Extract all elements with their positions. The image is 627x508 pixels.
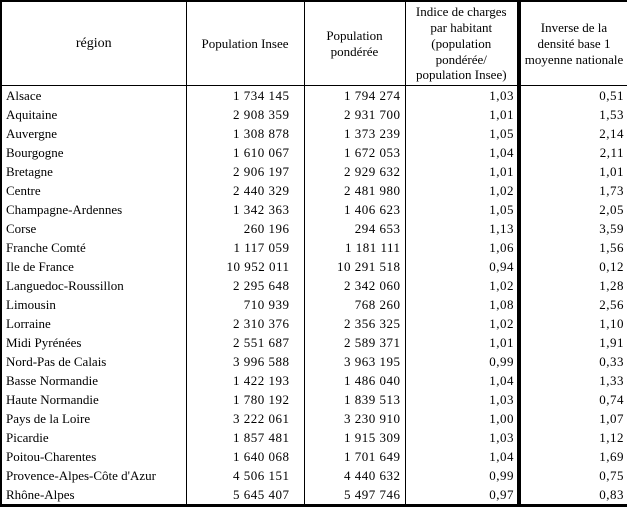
cell-population-insee: 1 308 878: [186, 124, 304, 143]
cell-region: Poitou-Charentes: [6, 449, 97, 465]
table-row: [1, 276, 627, 295]
cell-inverse-densite: 1,10: [519, 314, 627, 333]
cell-population-ponderee: 1 181 111: [304, 238, 405, 257]
cell-population-insee: 1 610 067: [186, 143, 304, 162]
cell-population-ponderee: 1 672 053: [304, 143, 405, 162]
cell-region: Languedoc-Roussillon: [6, 278, 124, 294]
table-row: [1, 105, 627, 124]
table-row: [1, 333, 627, 352]
table-row: [1, 314, 627, 333]
cell-population-insee: 2 440 329: [186, 181, 304, 200]
column-header-region: région: [1, 1, 186, 86]
cell-population-insee: 2 908 359: [186, 105, 304, 124]
cell-population-ponderee: 4 440 632: [304, 466, 405, 485]
column-header-population-insee: Population Insee: [186, 1, 304, 86]
cell-indice-charges: 1,01: [405, 333, 519, 352]
cell-population-ponderee: 1 373 239: [304, 124, 405, 143]
table-row: [1, 162, 627, 181]
cell-region: Auvergne: [6, 126, 58, 142]
cell-inverse-densite: 1,91: [519, 333, 627, 352]
cell-indice-charges: 1,04: [405, 143, 519, 162]
cell-population-insee: 2 906 197: [186, 162, 304, 181]
cell-population-ponderee: 294 653: [304, 219, 405, 238]
cell-inverse-densite: 2,56: [519, 295, 627, 314]
cell-region: Centre: [6, 183, 41, 199]
cell-region: Bourgogne: [6, 145, 64, 161]
cell-indice-charges: 1,05: [405, 124, 519, 143]
cell-population-ponderee: 2 589 371: [304, 333, 405, 352]
cell-indice-charges: 1,01: [405, 105, 519, 124]
cell-inverse-densite: 1,12: [519, 428, 627, 447]
cell-population-ponderee: 1 486 040: [304, 371, 405, 390]
cell-region: Franche Comté: [6, 240, 86, 256]
cell-inverse-densite: 1,07: [519, 409, 627, 428]
cell-population-ponderee: 10 291 518: [304, 257, 405, 276]
cell-inverse-densite: 1,53: [519, 105, 627, 124]
column-header-indice-charges: Indice de charges par habitant (population pondérée/ population Insee): [405, 1, 519, 86]
cell-indice-charges: 1,02: [405, 181, 519, 200]
cell-population-ponderee: 2 481 980: [304, 181, 405, 200]
table-row: [1, 257, 627, 276]
table-row: [1, 466, 627, 485]
cell-inverse-densite: 0,83: [519, 485, 627, 506]
cell-inverse-densite: 3,59: [519, 219, 627, 238]
table-row: [1, 86, 627, 106]
cell-region: Corse: [6, 221, 37, 237]
cell-indice-charges: 1,08: [405, 295, 519, 314]
table-row: [1, 200, 627, 219]
cell-population-ponderee: 1 406 623: [304, 200, 405, 219]
cell-population-ponderee: 1 701 649: [304, 447, 405, 466]
cell-region: Rhône-Alpes: [6, 487, 75, 503]
cell-population-insee: 3 996 588: [186, 352, 304, 371]
cell-indice-charges: 1,04: [405, 447, 519, 466]
cell-population-insee: 1 857 481: [186, 428, 304, 447]
cell-indice-charges: 1,04: [405, 371, 519, 390]
cell-inverse-densite: 0,33: [519, 352, 627, 371]
cell-population-insee: 1 342 363: [186, 200, 304, 219]
cell-population-insee: 710 939: [186, 295, 304, 314]
cell-indice-charges: 1,02: [405, 276, 519, 295]
cell-indice-charges: 0,99: [405, 352, 519, 371]
cell-region: Champagne-Ardennes: [6, 202, 123, 218]
cell-population-ponderee: 2 356 325: [304, 314, 405, 333]
cell-indice-charges: 1,05: [405, 200, 519, 219]
cell-inverse-densite: 0,75: [519, 466, 627, 485]
cell-population-insee: 4 506 151: [186, 466, 304, 485]
cell-indice-charges: 0,99: [405, 466, 519, 485]
table-row: [1, 409, 627, 428]
cell-region: Alsace: [6, 88, 42, 104]
cell-inverse-densite: 0,12: [519, 257, 627, 276]
cell-indice-charges: 0,94: [405, 257, 519, 276]
cell-population-ponderee: 3 230 910: [304, 409, 405, 428]
cell-population-ponderee: 2 929 632: [304, 162, 405, 181]
table-row: [1, 485, 627, 506]
cell-region: Midi Pyrénées: [6, 335, 82, 351]
cell-indice-charges: 0,97: [405, 485, 519, 506]
cell-region: Bretagne: [6, 164, 53, 180]
table-row: [1, 238, 627, 257]
cell-population-ponderee: 1 794 274: [304, 86, 405, 106]
cell-population-ponderee: 768 260: [304, 295, 405, 314]
cell-region: Provence-Alpes-Côte d'Azur: [6, 468, 156, 484]
table-row: [1, 181, 627, 200]
header-row: [1, 1, 627, 86]
cell-region: Limousin: [6, 297, 56, 313]
cell-population-ponderee: 3 963 195: [304, 352, 405, 371]
cell-region: Picardie: [6, 430, 49, 446]
cell-population-ponderee: 2 931 700: [304, 105, 405, 124]
column-header-population-ponderee: Population pondérée: [304, 1, 405, 86]
table-row: [1, 295, 627, 314]
cell-population-insee: 5 645 407: [186, 485, 304, 506]
cell-indice-charges: 1,03: [405, 390, 519, 409]
cell-population-insee: 2 310 376: [186, 314, 304, 333]
cell-population-insee: 260 196: [186, 219, 304, 238]
cell-inverse-densite: 2,05: [519, 200, 627, 219]
cell-inverse-densite: 1,01: [519, 162, 627, 181]
cell-indice-charges: 1,13: [405, 219, 519, 238]
cell-region: Haute Normandie: [6, 392, 99, 408]
table-row: [1, 124, 627, 143]
cell-region: Lorraine: [6, 316, 51, 332]
cell-region: Pays de la Loire: [6, 411, 91, 427]
cell-inverse-densite: 1,73: [519, 181, 627, 200]
cell-indice-charges: 1,03: [405, 428, 519, 447]
table-row: [1, 371, 627, 390]
table-row: [1, 143, 627, 162]
cell-indice-charges: 1,00: [405, 409, 519, 428]
cell-region: Basse Normandie: [6, 373, 99, 389]
table-row: [1, 219, 627, 238]
cell-population-insee: 1 422 193: [186, 371, 304, 390]
cell-population-ponderee: 1 839 513: [304, 390, 405, 409]
table-header: [1, 1, 627, 86]
table-row: [1, 390, 627, 409]
cell-population-insee: 2 551 687: [186, 333, 304, 352]
cell-indice-charges: 1,02: [405, 314, 519, 333]
cell-inverse-densite: 0,74: [519, 390, 627, 409]
cell-indice-charges: 1,06: [405, 238, 519, 257]
cell-region: Nord-Pas de Calais: [6, 354, 107, 370]
cell-population-insee: 10 952 011: [186, 257, 304, 276]
cell-inverse-densite: 2,14: [519, 124, 627, 143]
table-body: [1, 86, 627, 506]
cell-region: Aquitaine: [6, 107, 58, 123]
cell-region: Ile de France: [6, 259, 74, 275]
cell-population-ponderee: 1 915 309: [304, 428, 405, 447]
cell-inverse-densite: 2,11: [519, 143, 627, 162]
cell-population-insee: 1 117 059: [186, 238, 304, 257]
table-row: [1, 428, 627, 447]
cell-inverse-densite: 1,69: [519, 447, 627, 466]
cell-inverse-densite: 1,33: [519, 371, 627, 390]
table-row: [1, 352, 627, 371]
column-header-inverse-densite: Inverse de la densité base 1 moyenne nationale: [519, 1, 627, 86]
cell-inverse-densite: 1,56: [519, 238, 627, 257]
cell-population-insee: 1 780 192: [186, 390, 304, 409]
cell-population-ponderee: 2 342 060: [304, 276, 405, 295]
table-row: [1, 447, 627, 466]
cell-population-insee: 1 640 068: [186, 447, 304, 466]
cell-indice-charges: 1,01: [405, 162, 519, 181]
cell-indice-charges: 1,03: [405, 86, 519, 106]
cell-inverse-densite: 1,28: [519, 276, 627, 295]
cell-population-ponderee: 5 497 746: [304, 485, 405, 506]
cell-population-insee: 1 734 145: [186, 86, 304, 106]
cell-population-insee: 2 295 648: [186, 276, 304, 295]
cell-inverse-densite: 0,51: [519, 86, 627, 106]
cell-population-insee: 3 222 061: [186, 409, 304, 428]
